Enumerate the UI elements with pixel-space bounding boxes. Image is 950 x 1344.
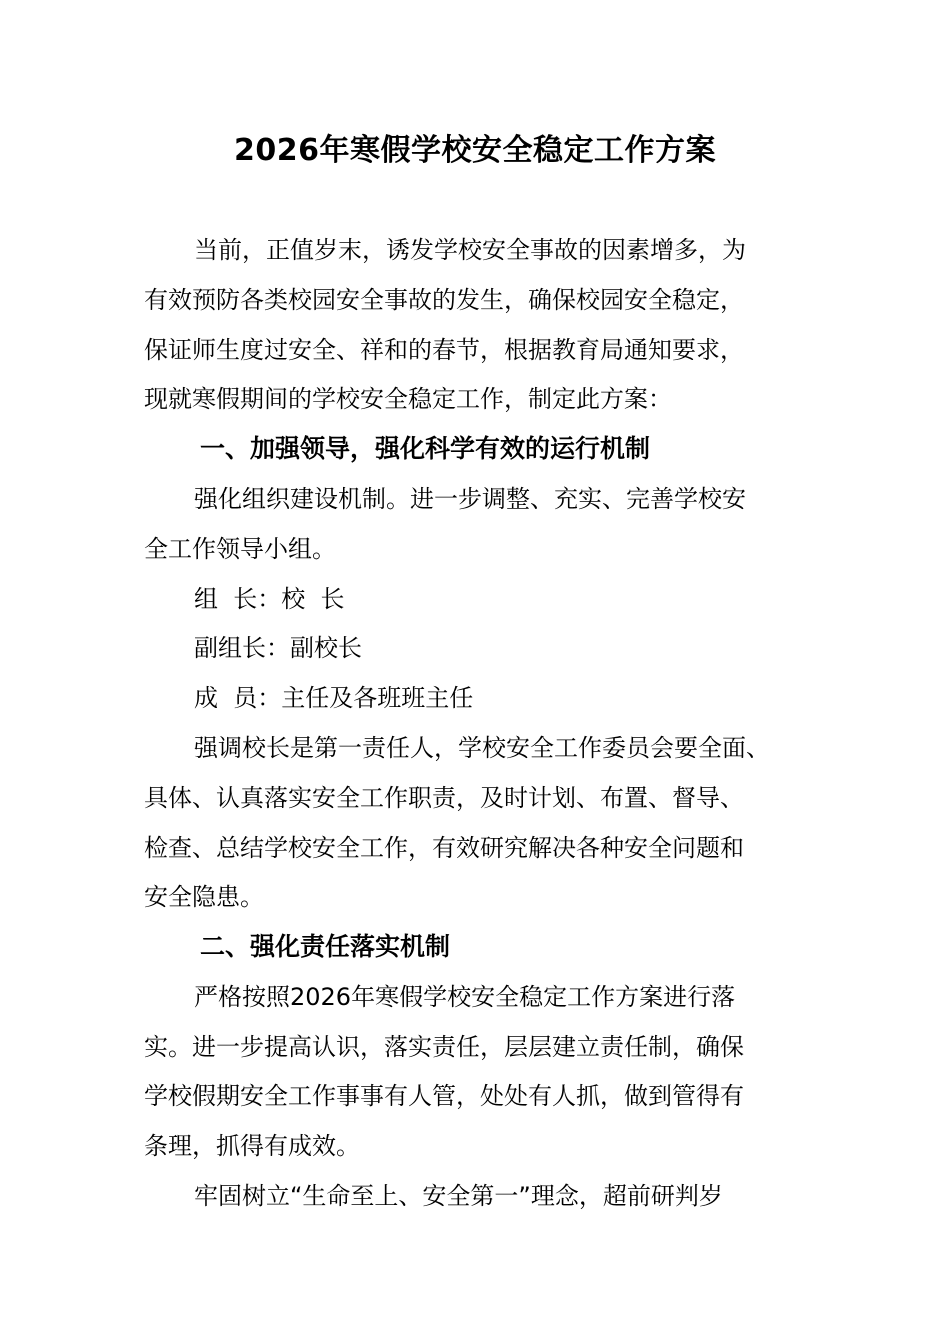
paragraph-line: 具体、认真落实安全工作职责，及时计划、布置、督导、 bbox=[144, 784, 744, 812]
paragraph-line: 现就寒假期间的学校安全稳定工作，制定此方案： bbox=[144, 385, 672, 413]
paragraph-line: 检查、总结学校安全工作，有效研究解决各种安全问题和 bbox=[144, 834, 744, 862]
deputy-leader-row: 副组长：副校长 bbox=[194, 634, 362, 662]
paragraph-line: 严格按照2026年寒假学校安全稳定工作方案进行落 bbox=[194, 983, 736, 1011]
paragraph-line: 强调校长是第一责任人，学校安全工作委员会要全面、 bbox=[194, 734, 770, 762]
section-heading-2: 二、强化责任落实机制 bbox=[200, 932, 451, 961]
paragraph-line: 实。进一步提高认识，落实责任，层层建立责任制，确保 bbox=[144, 1033, 744, 1061]
document-title: 2026年寒假学校安全稳定工作方案 bbox=[234, 133, 716, 168]
paragraph-line: 当前，正值岁末，诱发学校安全事故的因素增多，为 bbox=[194, 236, 746, 264]
paragraph-line: 有效预防各类校园安全事故的发生，确保校园安全稳定， bbox=[144, 286, 744, 314]
paragraph-line: 强化组织建设机制。进一步调整、充实、完善学校安 bbox=[194, 485, 746, 513]
paragraph-line: 学校假期安全工作事事有人管，处处有人抓，做到管得有 bbox=[144, 1082, 744, 1110]
paragraph-line: 牢固树立“生命至上、安全第一”理念，超前研判岁 bbox=[194, 1182, 723, 1210]
members-row: 成 员：主任及各班班主任 bbox=[194, 684, 474, 712]
paragraph-line: 全工作领导小组。 bbox=[144, 535, 336, 563]
paragraph-line: 安全隐患。 bbox=[144, 883, 264, 911]
section-heading-1: 一、加强领导，强化科学有效的运行机制 bbox=[200, 434, 651, 463]
paragraph-line: 保证师生度过安全、祥和的春节，根据教育局通知要求， bbox=[144, 336, 744, 364]
paragraph-line: 条理，抓得有成效。 bbox=[144, 1132, 360, 1160]
leader-row: 组 长：校 长 bbox=[194, 585, 345, 613]
